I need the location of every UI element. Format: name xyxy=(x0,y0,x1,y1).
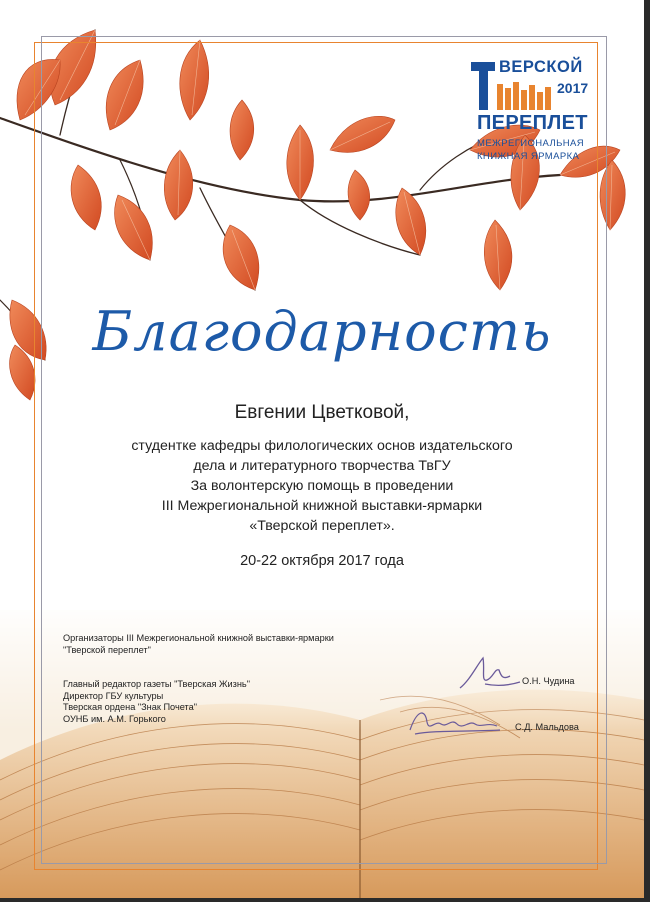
organizers-line: "Тверской переплет" xyxy=(63,644,151,655)
body-line: За волонтерскую помощь в проведении xyxy=(190,478,454,494)
editor-role: Главный редактор газеты "Тверская Жизнь" xyxy=(63,679,250,690)
director-line: ОУНБ им. А.М. Горького xyxy=(63,713,166,724)
director-line: Директор ГБУ культуры xyxy=(63,690,164,701)
certificate-title: Благодарность xyxy=(92,300,552,363)
signer-1-name: О.Н. Чудина xyxy=(522,676,575,686)
body-line: «Тверской переплет». xyxy=(249,518,395,534)
recipient-name: Евгении Цветковой, xyxy=(234,402,410,423)
logo-year: 2017 xyxy=(557,80,589,96)
page-shadow-right xyxy=(644,0,650,902)
fair-logo xyxy=(471,58,596,168)
body-line: дела и литературного творчества ТвГУ xyxy=(193,458,451,474)
certificate-body xyxy=(0,436,644,536)
page-shadow-bottom xyxy=(0,898,650,902)
logo-letter-t-icon xyxy=(471,62,495,110)
event-dates: 20-22 октября 2017 года xyxy=(240,553,404,569)
signature-1-icon xyxy=(455,650,525,695)
signature-2-icon xyxy=(405,700,505,740)
director-line: Тверская ордена "Знак Почета" xyxy=(63,702,198,713)
body-line: студентке кафедры филологических основ издательского xyxy=(131,438,513,454)
logo-books-icon xyxy=(497,82,557,110)
organizers-line: Организаторы III Межрегиональной книжной выставки-ярмарки xyxy=(63,633,334,643)
logo-subtitle-2: КНИЖНАЯ ЯРМАРКА xyxy=(477,151,580,162)
signer-2-name: С.Д. Мальдова xyxy=(515,722,579,732)
logo-subtitle-1: МЕЖРЕГИОНАЛЬНАЯ xyxy=(477,138,584,149)
logo-top-word: ВЕРСКОЙ xyxy=(499,58,583,76)
logo-bind-word: ПЕРЕПЛЕТ xyxy=(477,112,588,134)
body-line: III Межрегиональной книжной выставки-ярмарки xyxy=(161,498,483,514)
organizers-block xyxy=(63,633,334,726)
